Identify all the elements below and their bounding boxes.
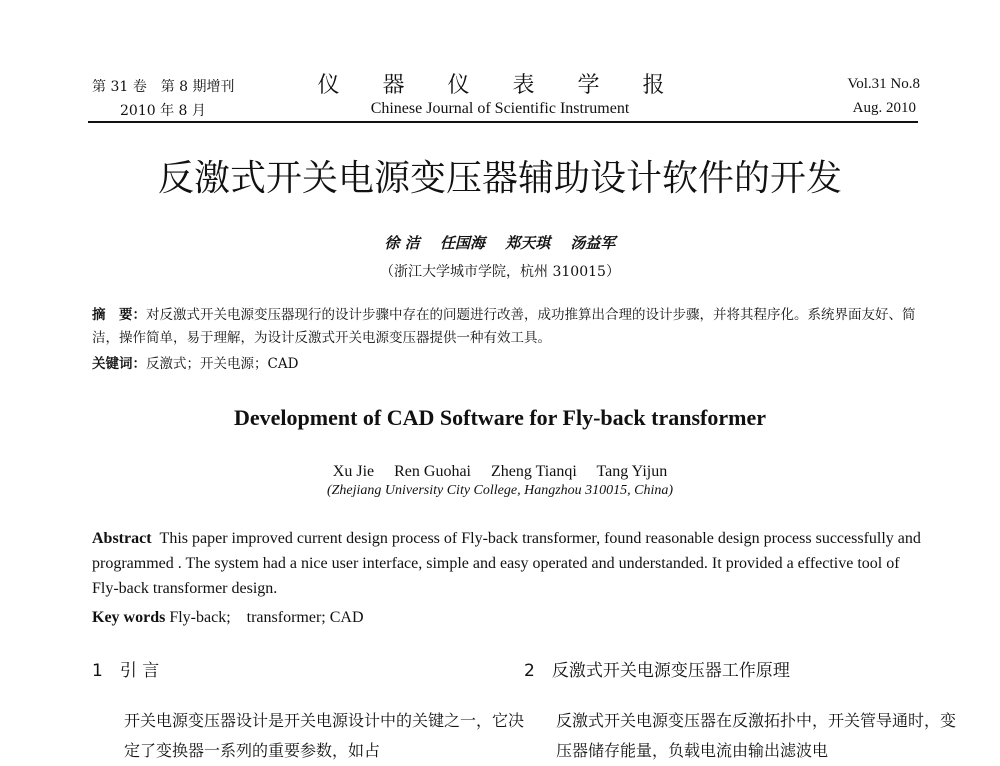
section-2-body: 反激式开关电源变压器在反激拓扑中，开关管导通时，变压器储存能量，负载电流由输出滤波电 bbox=[556, 711, 957, 760]
affiliation-cn: （浙江大学城市学院，杭州 310015） bbox=[380, 264, 620, 280]
authors-en: Xu Jie Ren Guohai Zheng Tianqi Tang Yijun bbox=[332, 463, 668, 480]
keywords-en-text: Fly-back; transformer; CAD bbox=[169, 609, 364, 626]
paper-title-cn: 反激式开关电源变压器辅助设计软件的开发 bbox=[157, 158, 842, 199]
keywords-cn-text: 反激式；开关电源；CAD bbox=[146, 356, 299, 372]
publication-date-cn: 2010 年 8 月 bbox=[120, 103, 206, 119]
keywords-cn-label: 关键词： bbox=[92, 356, 146, 372]
volume-number-en: Vol.31 No.8 bbox=[847, 76, 920, 92]
keywords-cn bbox=[92, 352, 298, 372]
abstract-cn-label: 摘 要： bbox=[92, 307, 146, 323]
section-2-heading: 2 反激式开关电源变压器工作原理 bbox=[524, 661, 790, 681]
abstract-en-text: This paper improved current design process of Fly-back transformer, found reasonable design process successfully and programmed . The system had a nice user interface, simple and easy operated and understanded. It provided a effective tool of Fly-back transformer design. bbox=[92, 530, 921, 597]
abstract-en-label: Abstract bbox=[92, 530, 152, 547]
keywords-en-label: Key words bbox=[92, 609, 166, 626]
affiliation-en: (Zhejiang University City College, Hangzhou 310015, China) bbox=[326, 483, 674, 498]
paper-title-en: Development of CAD Software for Fly-back transformer bbox=[234, 405, 766, 430]
journal-title-cn: 仪 器 仪 表 学 报 bbox=[317, 73, 683, 98]
section-1-heading: 1 引 言 bbox=[92, 661, 160, 681]
header-rule bbox=[88, 121, 918, 123]
authors-cn: 徐 洁 任国海 郑天琪 汤益军 bbox=[384, 234, 616, 252]
journal-title-en: Chinese Journal of Scientific Instrument bbox=[370, 100, 630, 117]
publication-date-en: Aug. 2010 bbox=[852, 100, 916, 116]
abstract-cn-text: 对反激式开关电源变压器现行的设计步骤中存在的问题进行改善，成功推算出合理的设计步骤，并将其程序化。系统界面友好、简洁，操作简单，易于理解，为设计反激式开关电源变压器提供一种有效工具。 bbox=[92, 307, 916, 346]
volume-issue: 第 31 卷 第 8 期增刊 bbox=[92, 79, 235, 95]
keywords-en bbox=[92, 604, 364, 627]
abstract-cn bbox=[92, 304, 922, 350]
abstract-en bbox=[92, 526, 922, 601]
section-1-body: 开关电源变压器设计是开关电源设计中的关键之一，它决定了变换器一系列的重要参数，如占 bbox=[124, 711, 525, 760]
